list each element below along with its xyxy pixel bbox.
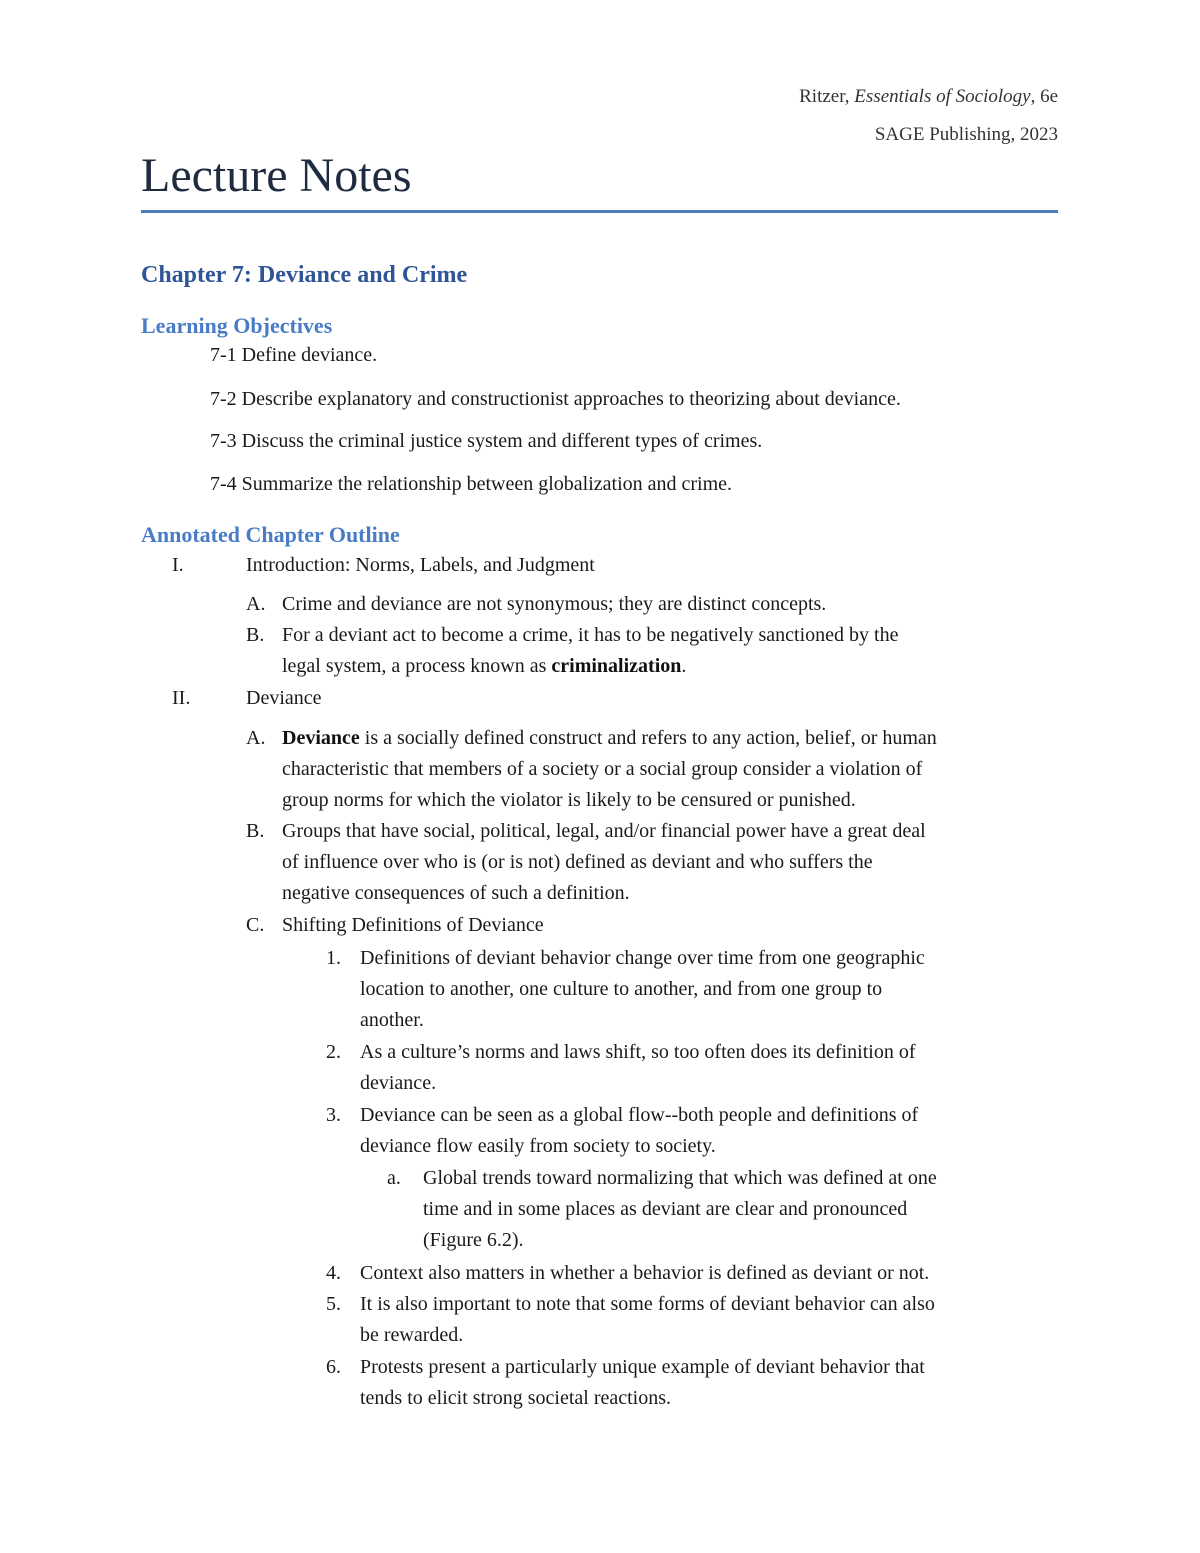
outline-text: group norms for which the violator is likely to be censured or punished. xyxy=(282,789,856,811)
outline-letter: A. xyxy=(246,727,266,749)
outline-text: deviance flow easily from society to society. xyxy=(360,1135,716,1157)
key-term: criminalization xyxy=(551,655,682,677)
outline-numeral: I. xyxy=(172,554,184,576)
outline-text: characteristic that members of a society or a social group consider a violation of xyxy=(282,758,923,780)
outline-number: 1. xyxy=(326,947,341,969)
title-divider xyxy=(141,210,1058,213)
outline-text-span: . xyxy=(681,655,687,677)
outline-text: Groups that have social, political, legal, and/or financial power have a great deal xyxy=(282,820,926,842)
outline-text: Deviance can be seen as a global flow--both people and definitions of xyxy=(360,1104,919,1126)
key-term: Deviance xyxy=(282,727,360,749)
objective-item: 7-4 Summarize the relationship between globalization and crime. xyxy=(210,473,733,495)
outline-number: 6. xyxy=(326,1356,341,1378)
outline-text: As a culture’s norms and laws shift, so too often does its definition of xyxy=(360,1041,916,1063)
outline-text: Global trends toward normalizing that which was defined at one xyxy=(423,1167,937,1189)
header-publisher: SAGE Publishing, 2023 xyxy=(874,124,1058,145)
objective-item: 7-1 Define deviance. xyxy=(210,344,378,366)
outline-text: Protests present a particularly unique example of deviant behavior that xyxy=(360,1356,925,1378)
outline-number: 5. xyxy=(326,1293,341,1315)
outline-text: negative consequences of such a definition. xyxy=(282,882,630,904)
outline-number: 4. xyxy=(326,1262,341,1284)
outline-text: Definitions of deviant behavior change over time from one geographic xyxy=(360,947,925,969)
outline-text: (Figure 6.2). xyxy=(423,1229,524,1251)
outline-text: deviance. xyxy=(360,1072,437,1094)
page-title: Lecture Notes xyxy=(141,149,412,202)
outline-section-title: Introduction: Norms, Labels, and Judgment xyxy=(246,554,595,576)
outline-letter: A. xyxy=(246,593,266,615)
outline-letter: C. xyxy=(246,914,265,936)
outline-text: For a deviant act to become a crime, it has to be negatively sanctioned by the xyxy=(282,624,899,646)
outline-text-span: legal system, a process known as xyxy=(282,655,552,677)
outline-number: 2. xyxy=(326,1041,341,1063)
outline-letter: B. xyxy=(246,820,265,842)
outline-text: another. xyxy=(360,1009,424,1031)
learning-objectives-heading: Learning Objectives xyxy=(141,313,333,338)
outline-text: be rewarded. xyxy=(360,1324,464,1346)
outline-heading: Annotated Chapter Outline xyxy=(141,522,400,547)
outline-sub-letter: a. xyxy=(387,1167,401,1189)
outline-text: Crime and deviance are not synonymous; they are distinct concepts. xyxy=(282,593,827,615)
header-book-title: Essentials of Sociology xyxy=(854,86,1031,107)
outline-text: tends to elicit strong societal reactions. xyxy=(360,1387,672,1409)
outline-number: 3. xyxy=(326,1104,341,1126)
outline-text: location to another, one culture to another, and from one group to xyxy=(360,978,883,1000)
chapter-heading: Chapter 7: Deviance and Crime xyxy=(141,262,468,288)
objective-item: 7-3 Discuss the criminal justice system and different types of crimes. xyxy=(210,430,763,452)
objective-item: 7-2 Describe explanatory and constructionist approaches to theorizing about deviance. xyxy=(210,388,901,410)
outline-letter: B. xyxy=(246,624,265,646)
header-author: Ritzer, xyxy=(799,86,850,107)
header-edition: , 6e xyxy=(1030,86,1058,107)
outline-text: It is also important to note that some forms of deviant behavior can also xyxy=(360,1293,935,1315)
outline-text: of influence over who is (or is not) defined as deviant and who suffers the xyxy=(282,851,873,873)
outline-text xyxy=(282,726,937,750)
outline-text: time and in some places as deviant are clear and pronounced xyxy=(423,1198,908,1220)
outline-text-span: is a socially defined construct and refers to any action, belief, or human xyxy=(359,727,937,749)
outline-text xyxy=(282,654,686,678)
outline-text: Shifting Definitions of Deviance xyxy=(282,914,544,936)
outline-section-title: Deviance xyxy=(246,687,322,709)
header-citation xyxy=(799,86,1058,108)
outline-numeral: II. xyxy=(172,687,191,709)
outline-text: Context also matters in whether a behavior is defined as deviant or not. xyxy=(360,1262,930,1284)
